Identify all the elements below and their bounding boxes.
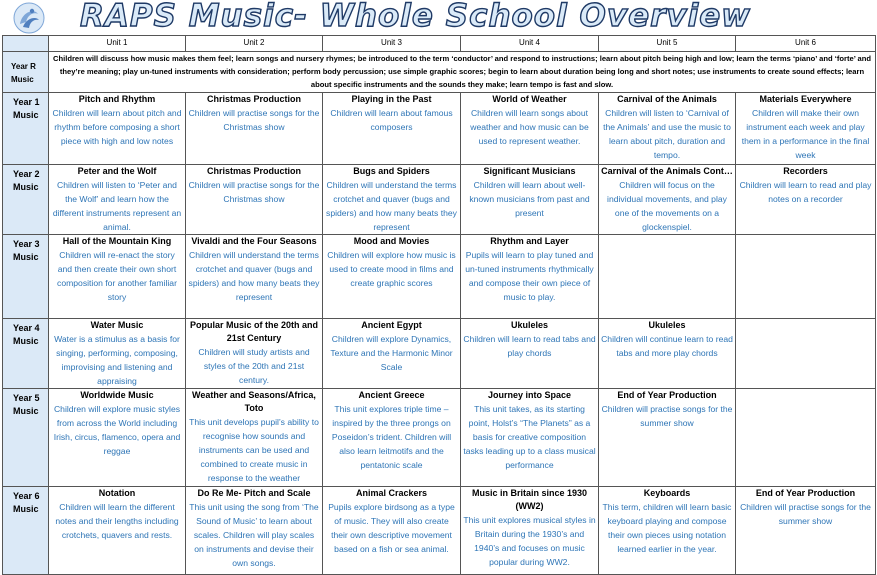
unit-title: Peter and the Wolf	[77, 166, 157, 177]
unit-cell	[186, 389, 323, 487]
unit-title: Carnival of the Animals Cont…	[601, 166, 733, 177]
unit-cell	[323, 389, 461, 487]
unit-title: Ancient Greece	[358, 390, 425, 401]
unit-header: Unit 2	[186, 36, 323, 52]
unit-description: Children will learn the different notes and their lengths including crotchets, quavers and rests.	[55, 502, 179, 541]
unit-header: Unit 4	[461, 36, 599, 52]
unit-cell	[323, 93, 461, 165]
row-label: Year 1 Music	[3, 93, 49, 165]
unit-title: Significant Musicians	[483, 166, 576, 177]
unit-header-row	[3, 36, 876, 52]
unit-description: Children will listen to ‘Carnival of the Animals’ and use the music to learn about pitch, duration and tempo.	[603, 108, 731, 161]
unit-description: Children will learn about well-known musicians from past and present	[469, 180, 590, 219]
row-label: Year R Music	[3, 52, 49, 93]
unit-cell	[49, 319, 186, 389]
unit-description: Children will explore how music is used to create mood in films and create graphic scores	[327, 250, 456, 289]
unit-description: Children will practise songs for the summer show	[601, 404, 733, 429]
unit-cell	[599, 319, 736, 389]
unit-title: Animal Crackers	[355, 488, 428, 499]
unit-title: Do Re Me- Pitch and Scale	[197, 488, 311, 499]
unit-description: Children will learn to read tabs and play chords	[463, 334, 596, 359]
page-header	[0, 0, 877, 36]
unit-cell	[461, 389, 599, 487]
unit-title: Ancient Egypt	[361, 320, 422, 331]
unit-cell	[599, 389, 736, 487]
unit-header: Unit 5	[599, 36, 736, 52]
unit-cell	[461, 235, 599, 319]
unit-cell	[736, 319, 876, 389]
unit-title: Popular Music of the 20th and 21st Century	[189, 320, 318, 344]
year-row	[3, 93, 876, 165]
unit-title: Weather and Seasons/Africa, Toto	[192, 390, 316, 414]
unit-title: End of Year Production	[617, 390, 717, 401]
unit-description: This unit using the song from ‘The Sound of Music’ to learn about scales. Children will play scales on instruments and devise their own songs.	[189, 502, 319, 569]
corner-cell	[3, 36, 49, 52]
unit-cell	[736, 235, 876, 319]
unit-description: Children will focus on the individual movements, and play one of the movements on a glockenspiel.	[607, 180, 727, 233]
unit-description: Children will learn about famous composers	[330, 108, 453, 133]
unit-description: Children will explore music styles from across the World including Irish, circus, flamenco, opera and reggae	[53, 404, 181, 457]
unit-cell	[736, 487, 876, 575]
unit-description: Pupils explore birdsong as a type of music. They will also create their own descriptive movement based on a fish or sea animal.	[328, 502, 455, 555]
unit-description: Children will practise songs for the summer show	[740, 502, 871, 527]
unit-description: Children will learn to read and play notes on a recorder	[739, 180, 872, 205]
unit-cell	[186, 235, 323, 319]
unit-title: Keyboards	[643, 488, 691, 499]
year-row	[3, 165, 876, 235]
unit-description: This term, children will learn basic keyboard playing and compose their own pieces using notation learned earlier in the year.	[602, 502, 732, 555]
unit-description: Children will practise songs for the Christmas show	[188, 180, 320, 205]
unit-title: Ukuleles	[510, 320, 549, 331]
unit-description: Children will learn about pitch and rhythm before composing a short piece with high and low notes	[52, 108, 182, 147]
unit-cell	[736, 389, 876, 487]
unit-description: Pupils will learn to play tuned and un-tuned instruments rhythmically and compose their own piece of music to play.	[465, 250, 594, 303]
unit-cell	[736, 93, 876, 165]
unit-title: Water Music	[90, 320, 144, 331]
unit-cell	[323, 235, 461, 319]
unit-description: Children will learn songs about weather and how music can be used to represent weather.	[470, 108, 589, 147]
unit-title: Christmas Production	[206, 94, 301, 105]
unit-cell	[186, 165, 323, 235]
unit-title: Recorders	[783, 166, 828, 177]
unit-cell	[186, 487, 323, 575]
reception-overview: Children will discuss how music makes them feel; learn songs and nursery rhymes; be introduced to the term ‘conductor’ and respond to instructions; learn about pitch being high and low; learn the terms ‘piano’ and ‘forte’ and they’re meaning; play un-tuned instruments with consideration; perform body percussion; use simple graphic scores; begin to learn about duration being long and short notes; use instruments to create sound effects; learn about specific instruments and the sounds they make; learn tempo is fast and slow.	[49, 52, 876, 93]
unit-cell	[461, 165, 599, 235]
unit-description: Children will explore Dynamics, Texture and the Harmonic Minor Scale	[330, 334, 453, 373]
unit-description: This unit develops pupil’s ability to recognise how sounds and instruments can be used and combined to create music in response to the weather	[189, 417, 319, 484]
swirl-logo-icon	[12, 2, 46, 34]
row-label: Year 5 Music	[3, 389, 49, 487]
unit-title: Music in Britain since 1930 (WW2)	[471, 488, 588, 512]
unit-cell	[736, 165, 876, 235]
unit-title: Playing in the Past	[351, 94, 432, 105]
unit-title: Carnival of the Animals	[617, 94, 717, 105]
unit-description: Water is a stimulus as a basis for singing, performing, composing, improvising and listening and appraising	[54, 334, 180, 387]
unit-description: This unit takes, as its starting point, Holst’s “The Planets” as a basis for creative composition tasks leading up to a class musical performance	[463, 404, 596, 471]
unit-title: Pitch and Rhythm	[78, 94, 156, 105]
unit-title: Ukuleles	[648, 320, 686, 331]
unit-cell	[49, 165, 186, 235]
unit-cell	[323, 487, 461, 575]
unit-cell	[461, 487, 599, 575]
unit-title: Notation	[98, 488, 136, 499]
unit-cell	[323, 165, 461, 235]
unit-description: Children will practise songs for the Christmas show	[188, 108, 320, 133]
year-row	[3, 487, 876, 575]
unit-description: Children will understand the terms crotchet and quaver (bugs and spiders) and how many beats they represent	[326, 180, 457, 233]
unit-title: End of Year Production	[755, 488, 856, 499]
unit-title: Worldwide Music	[80, 390, 154, 401]
unit-description: Children will re-enact the story and then create their own short composition for another familiar story	[57, 250, 177, 303]
row-label: Year 6 Music	[3, 487, 49, 575]
unit-header: Unit 3	[323, 36, 461, 52]
year-row	[3, 389, 876, 487]
unit-description: Children will study artists and styles of the 20th and 21st century.	[198, 347, 310, 386]
unit-cell	[49, 389, 186, 487]
unit-cell	[461, 319, 599, 389]
reception-row	[3, 52, 876, 93]
page-title: RAPS Music- Whole School Overview	[80, 0, 751, 34]
unit-cell	[461, 93, 599, 165]
row-label: Year 4 Music	[3, 319, 49, 389]
overview-table	[2, 35, 876, 575]
unit-description: Children will continue learn to read tabs and more play chords	[601, 334, 733, 359]
unit-description: This unit explores triple time – inspired by the three prongs on Poseidon’s trident. Children will also learn leitmotifs and the pentatonic scale	[331, 404, 452, 471]
unit-header: Unit 1	[49, 36, 186, 52]
unit-title: Bugs and Spiders	[353, 166, 430, 177]
unit-title: Mood and Movies	[353, 236, 430, 247]
unit-cell	[599, 93, 736, 165]
year-row	[3, 235, 876, 319]
unit-title: Materials Everywhere	[759, 94, 852, 105]
unit-title: Rhythm and Layer	[490, 236, 569, 247]
row-label: Year 3 Music	[3, 235, 49, 319]
unit-cell	[49, 93, 186, 165]
unit-description: Children will listen to ‘Peter and the Wolf’ and learn how the different instruments represent an animal.	[52, 180, 182, 233]
unit-cell	[186, 93, 323, 165]
unit-title: Journey into Space	[487, 390, 572, 401]
row-label: Year 2 Music	[3, 165, 49, 235]
unit-cell	[599, 235, 736, 319]
unit-title: Hall of the Mountain King	[62, 236, 172, 247]
unit-description: Children will make their own instrument each week and play them in a performance in the final week	[741, 108, 870, 161]
year-row	[3, 319, 876, 389]
unit-cell	[186, 319, 323, 389]
unit-description: This unit explores musical styles in Britain during the 1930’s and 1940’s and focuses on music popular during WW2.	[463, 515, 596, 568]
unit-cell	[599, 165, 736, 235]
unit-description: Children will understand the terms crotchet and quaver (bugs and spiders) and how many beats they represent	[188, 250, 320, 303]
unit-cell	[49, 487, 186, 575]
unit-title: Christmas Production	[206, 166, 301, 177]
unit-cell	[323, 319, 461, 389]
unit-title: Vivaldi and the Four Seasons	[191, 236, 317, 247]
unit-header: Unit 6	[736, 36, 876, 52]
unit-title: World of Weather	[492, 94, 567, 105]
unit-cell	[49, 235, 186, 319]
unit-cell	[599, 487, 736, 575]
